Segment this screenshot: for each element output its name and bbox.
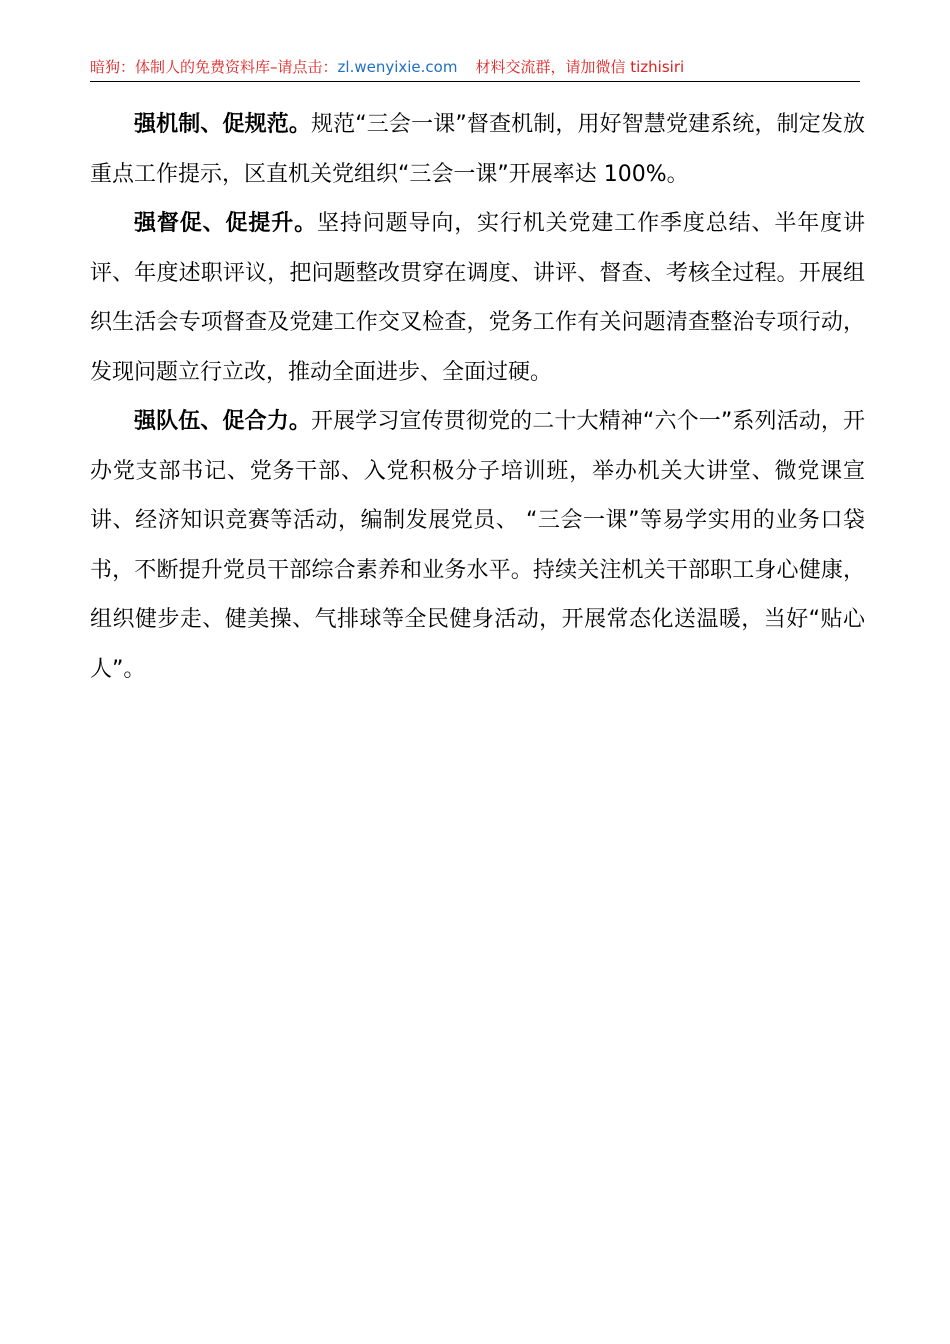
header-url-link[interactable]: zl.wenyixie.com (337, 58, 458, 76)
paragraph-lead: 强督促、促提升。 (134, 211, 317, 236)
paragraph-text: 开展学习宣传贯彻党的二十大精神“六个一”系列活动，开办党支部书记、党务干部、入党积极分子培训班，举办机关大讲堂、微党课宣讲、经济知识竞赛等活动，编制发展党员、 “三会一课”等易学实用的业务口袋书，不断提升党员干部综合素养和业务水平。持续关注机关干部职工身心健康，组织健步走、健美操、气排球等全民健身活动，开展常态化送温暖，当好“贴心人”。 (90, 409, 866, 682)
paragraph-supervision (90, 199, 865, 397)
header-site-name: 暗狗：体制人的免费资料库 (90, 58, 271, 76)
paragraph-text: 规范“三会一课”督查机制，用好智慧党建系统，制定发放重点工作提示，区直机关党组织“三会一课”开展率达 100%。 (90, 112, 866, 187)
header-wechat-note: 材料交流群，请加微信 tizhisiri (475, 58, 685, 76)
paragraph-team (90, 397, 865, 694)
page-header (90, 58, 860, 82)
paragraph-lead: 强机制、促规范。 (134, 112, 312, 137)
paragraph-mechanism (90, 100, 865, 199)
paragraph-text: 坚持问题导向，实行机关党建工作季度总结、半年度讲评、年度述职评议，把问题整改贯穿在调度、讲评、督查、考核全过程。开展组织生活会专项督查及党建工作交叉检查，党务工作有关问题清查整治专项行动，发现问题立行立改，推动全面进步、全面过硬。 (90, 211, 865, 385)
paragraph-lead: 强队伍、促合力。 (134, 409, 312, 434)
header-click-prompt: –请点击： (270, 58, 338, 76)
document-body (90, 100, 865, 694)
